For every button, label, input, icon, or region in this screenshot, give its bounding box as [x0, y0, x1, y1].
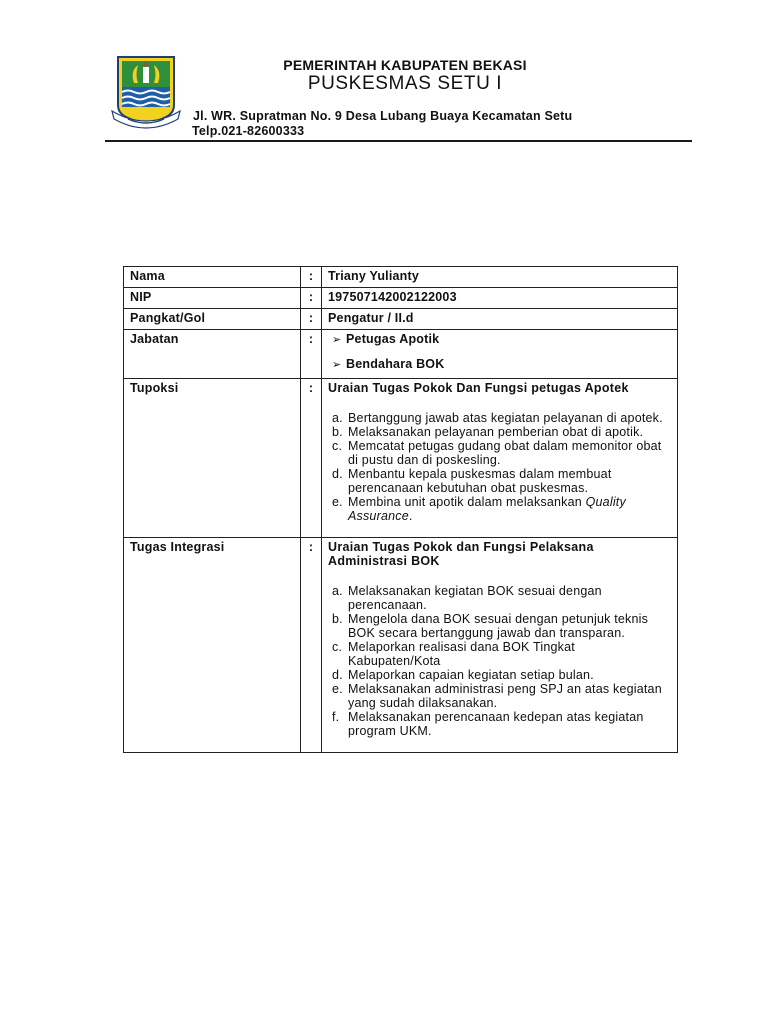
tupoksi-title: Uraian Tugas Pokok Dan Fungsi petugas Apotek — [328, 381, 629, 395]
list-item: a. Bertanggung jawab atas kegiatan pelayanan di apotek. — [332, 411, 663, 425]
table-row-tupoksi — [124, 379, 678, 538]
kabupaten-bekasi-emblem-icon — [108, 53, 184, 129]
table-row-integrasi — [124, 538, 678, 753]
arrow-bullet-icon: ➢ — [332, 334, 342, 346]
list-item: d. Melaporkan capaian kegiatan setiap bulan. — [332, 668, 594, 682]
tupoksi-list — [328, 411, 671, 523]
nama-label: Nama — [124, 267, 301, 288]
colon-separator: : — [301, 309, 322, 330]
list-item: b. Melaksanakan pelayanan pemberian obat di apotik. — [332, 425, 644, 439]
list-item: b. Mengelola dana BOK sesuai dengan petunjuk teknis BOK secara bertanggung jawab dan transparan. — [332, 612, 649, 640]
list-item: c. Memcatat petugas gudang obat dalam memonitor obat di pustu dan di poskesling. — [332, 439, 662, 467]
list-item: c. Melaporkan realisasi dana BOK Tingkat Kabupaten/Kota — [332, 640, 575, 668]
colon-separator: : — [301, 267, 322, 288]
colon-separator: : — [301, 330, 322, 379]
jabatan-item: ➢ Petugas Apotik — [332, 332, 440, 346]
letterhead-phone: Telp.021-82600333 — [192, 124, 305, 138]
tupoksi-label: Tupoksi — [124, 379, 301, 538]
table-row-jabatan — [124, 330, 678, 379]
pangkat-label: Pangkat/Gol — [124, 309, 301, 330]
list-item: e. Melaksanakan administrasi peng SPJ an atas kegiatan yang sudah dilaksanakan. — [332, 682, 662, 710]
pangkat-value: Pengatur / II.d — [322, 309, 678, 330]
integrasi-list — [328, 584, 671, 738]
list-item: f. Melaksanakan perencanaan kedepan atas kegiatan program UKM. — [332, 710, 644, 738]
letterhead-institution: PUSKESMAS SETU I — [307, 73, 503, 94]
table-row-nip — [124, 288, 678, 309]
list-item: e. Membina unit apotik dalam melaksankan Quality Assurance. — [332, 495, 626, 523]
letterhead-government: PEMERINTAH KABUPATEN BEKASI — [283, 57, 527, 73]
colon-separator: : — [301, 379, 322, 538]
integrasi-value — [322, 538, 678, 753]
letterhead-divider — [105, 140, 692, 142]
integrasi-title: Uraian Tugas Pokok dan Fungsi Pelaksana Administrasi BOK — [328, 540, 594, 568]
tupoksi-value — [322, 379, 678, 538]
table-row-nama — [124, 267, 678, 288]
list-item: a. Melaksanakan kegiatan BOK sesuai dengan perencanaan. — [332, 584, 602, 612]
nip-label: NIP — [124, 288, 301, 309]
jabatan-label: Jabatan — [124, 330, 301, 379]
arrow-bullet-icon: ➢ — [332, 359, 342, 371]
table-row-pangkat — [124, 309, 678, 330]
jabatan-value — [322, 330, 678, 379]
letterhead-address: Jl. WR. Supratman No. 9 Desa Lubang Buaya Kecamatan Setu — [193, 109, 573, 123]
colon-separator: : — [301, 288, 322, 309]
integrasi-label: Tugas Integrasi — [124, 538, 301, 753]
colon-separator: : — [301, 538, 322, 753]
jabatan-item: ➢ Bendahara BOK — [332, 357, 445, 371]
nama-value: Triany Yulianty — [322, 267, 678, 288]
employee-info-table — [123, 266, 678, 753]
list-item: d. Menbantu kepala puskesmas dalam membuat perencanaan kebutuhan obat puskesmas. — [332, 467, 612, 495]
nip-value: 197507142002122003 — [322, 288, 678, 309]
